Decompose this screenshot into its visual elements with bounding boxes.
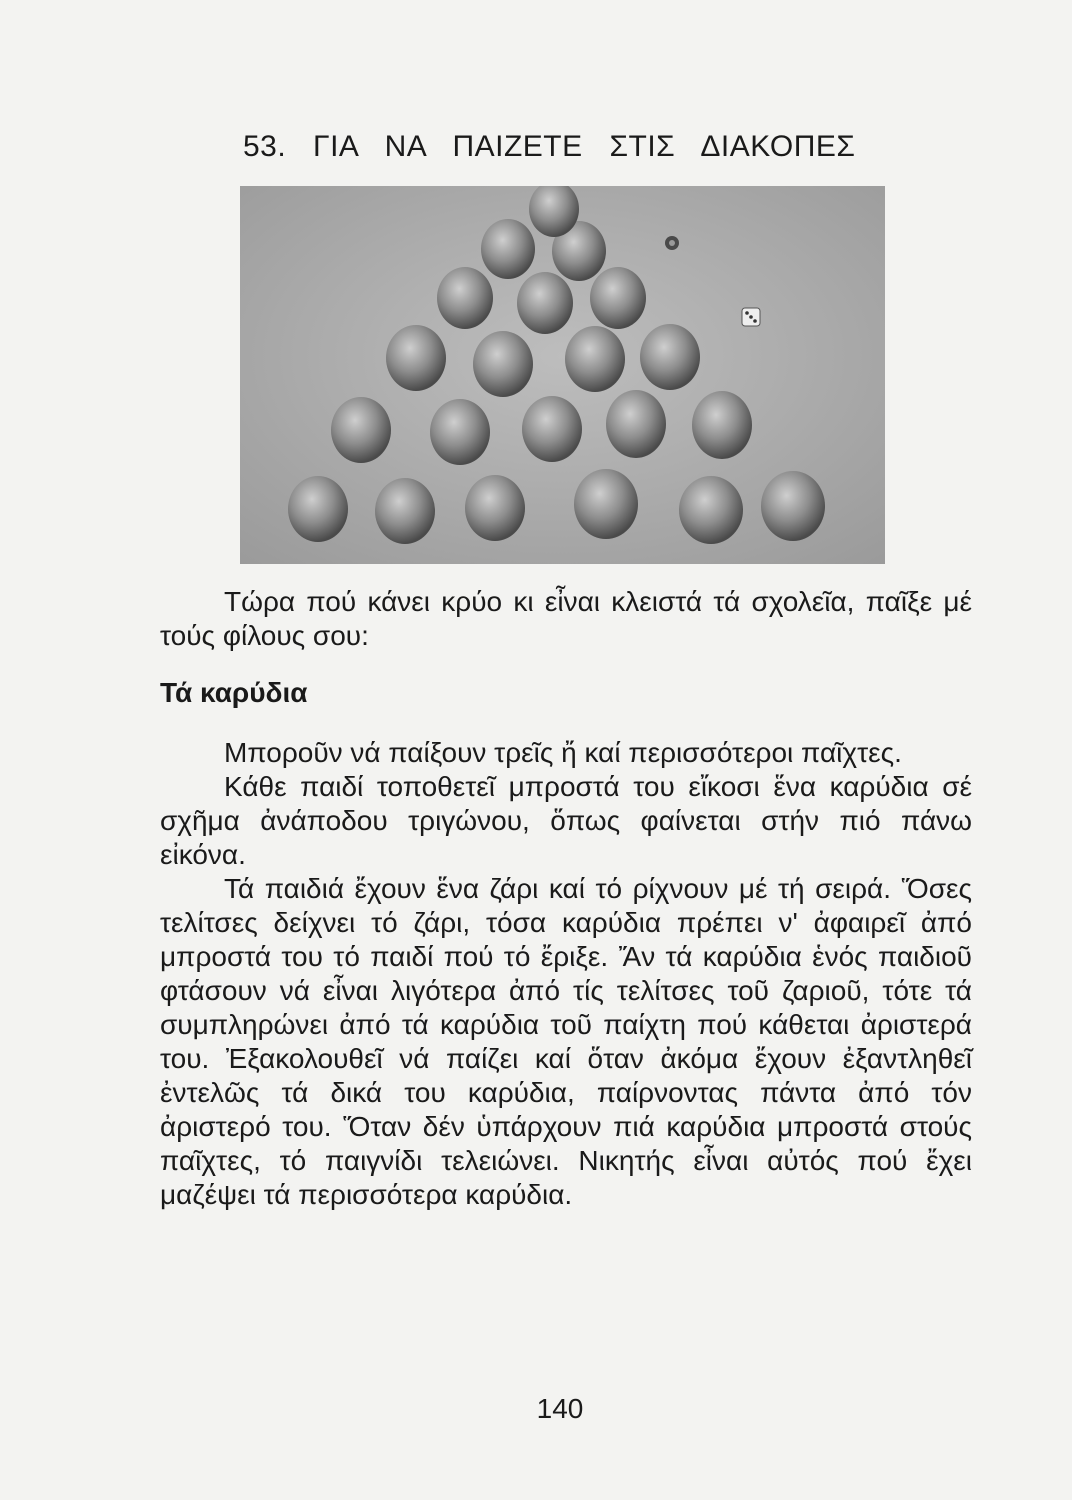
section-heading: Τά καρύδια — [160, 677, 308, 708]
rules-text — [160, 736, 972, 1212]
chapter-title: 53. ΓΙΑ ΝΑ ΠΑΙΖΕΤΕ ΣΤΙΣ ΔΙΑΚΟΠΕΣ — [243, 130, 856, 163]
page-number: 140 — [536, 1393, 584, 1424]
dice-icon — [742, 308, 760, 326]
rules-paragraph: Τά παιδιά ἔχουν ἕνα ζάρι καί τό ρίχνουν μέ τή σειρά. Ὅσες τελίτσες δείχνει τό ζάρι, τόσα καρύδια πρέπει ν' ἀφαιρεῖ ἀπό μπροστά του τό παιδί πού τό ἔριξε. Ἄν τά καρύδια ἑνός παιδιοῦ φτάσουν νά εἶναι λιγότερα ἀπό τίς τελίτσες τοῦ ζαριοῦ, τότε τά συμπληρώνει ἀπό τά καρύδια τοῦ παίχτη πού κάθεται ἀριστερά του. Ἐξακολουθεῖ νά παίζει καί ὅταν ἀκόμα ἔχουν ἐξαντληθεῖ ἐντελῶς τά δικά του καρύδια, παίρνοντας πάντα ἀπό τόν ἀριστερό του. Ὅταν δέν ὑπάρχουν πιά καρύδια μπροστά στούς παῖχτες, τό παιγνίδι τελειώνει. Νικητής εἶναι αὐτός πού ἔχει μαζέψει τά περισσότερα καρύδια. — [160, 873, 972, 1210]
intro-paragraph: Τώρα πού κάνει κρύο κι εἶναι κλειστά τά σχολεῖα, παῖξε μέ τούς φίλους σου: — [160, 586, 972, 651]
ring-token-icon — [665, 236, 679, 250]
rules-paragraph: Κάθε παιδί τοποθετεῖ μπροστά του εἴκοσι ἕνα καρύδια σέ σχῆμα ἀνάποδου τριγώνου, ὅπως φαίνεται στήν πιό πάνω εἰκόνα. — [160, 771, 972, 870]
walnut-triangle-photo — [240, 186, 885, 564]
rules-paragraph: Μποροῦν νά παίξουν τρεῖς ἤ καί περισσότεροι παῖχτες. — [224, 737, 902, 768]
intro-text — [160, 585, 972, 653]
